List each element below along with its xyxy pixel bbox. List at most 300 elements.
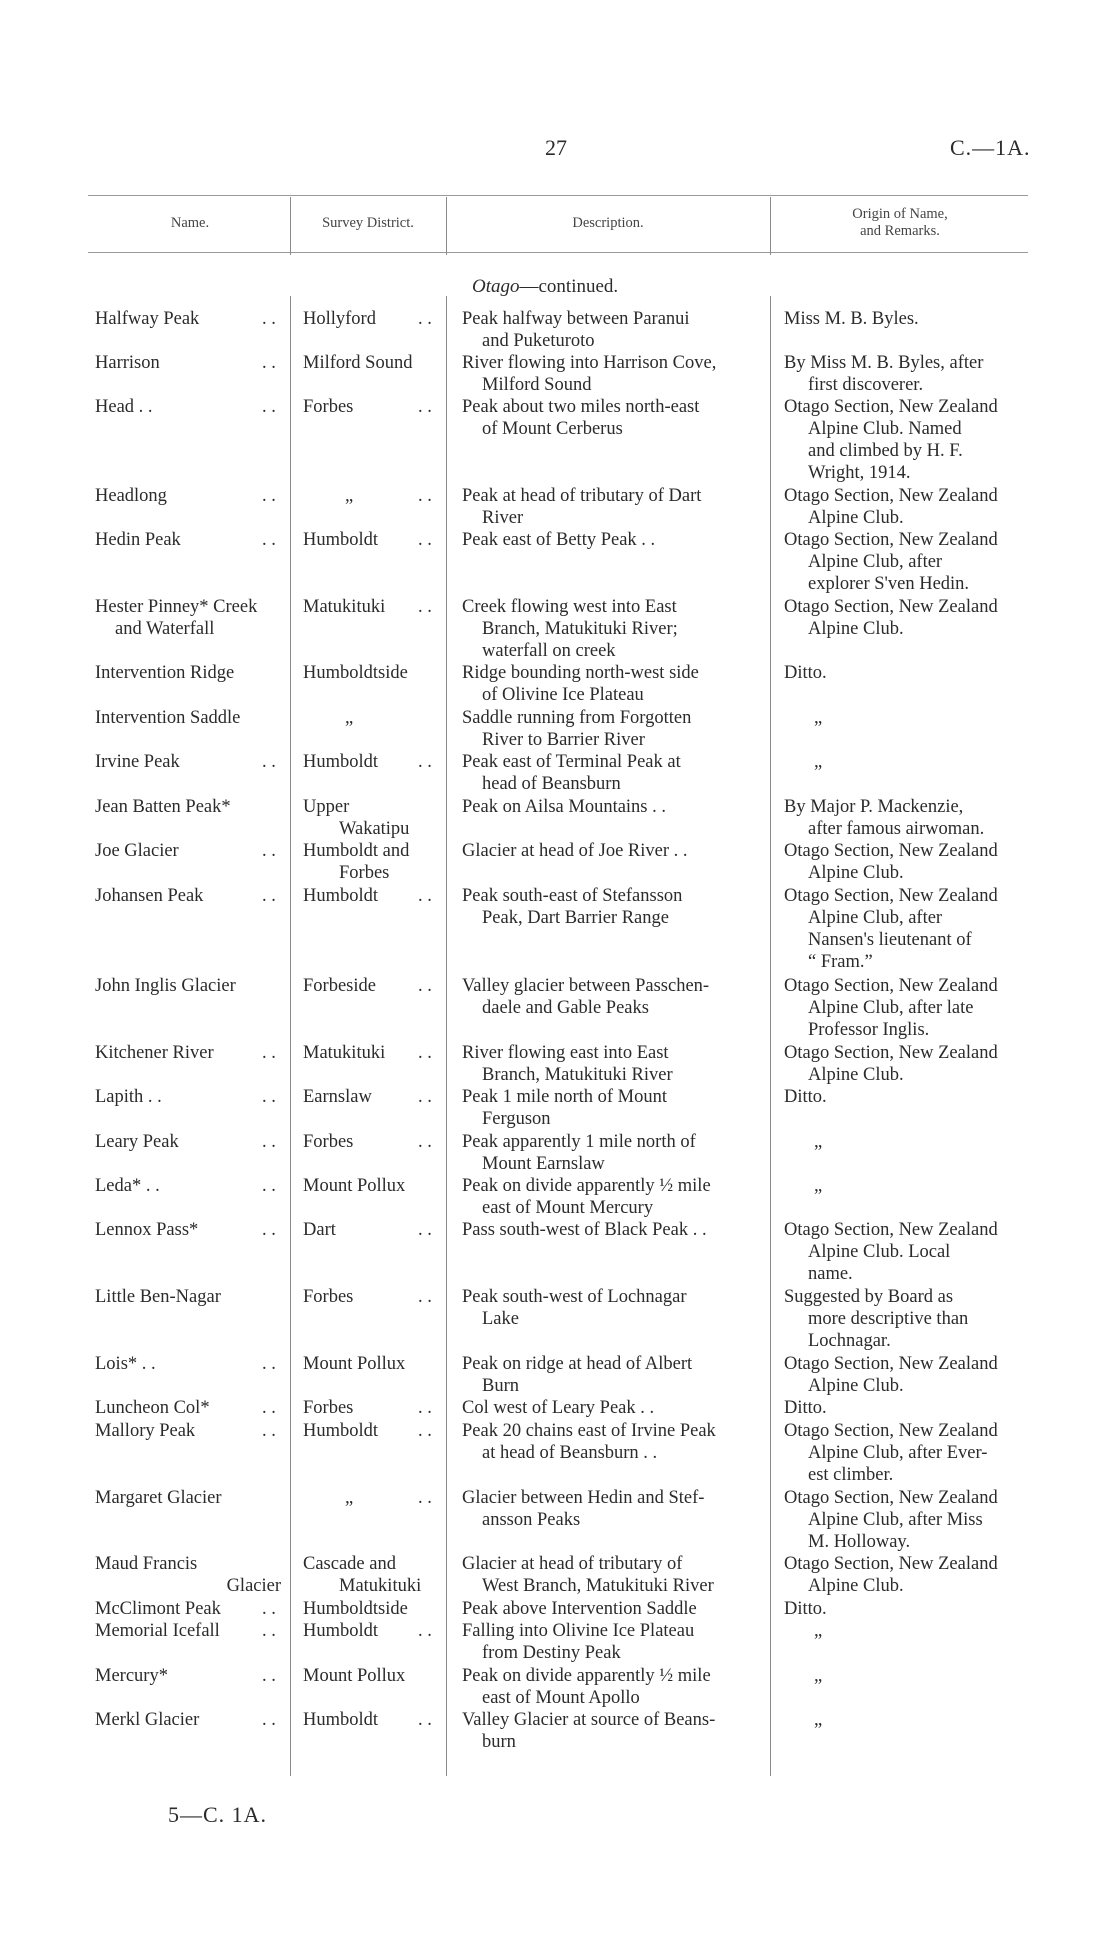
entry-district <box>303 352 439 374</box>
entry-remarks <box>784 396 1034 484</box>
name-leader-dots: . . <box>262 886 276 906</box>
entry-name-line: Joe Glacier <box>95 841 179 861</box>
entry-description-line: River <box>482 508 524 528</box>
entry-remarks-line: Alpine Club, after Miss <box>808 1510 983 1530</box>
entry-description-line: Peak on Ailsa Mountains . . <box>462 797 667 817</box>
entry-description-line: Glacier at head of tributary of <box>462 1554 683 1574</box>
district-leader-dots: . . <box>418 1710 432 1730</box>
table-header-rule <box>88 252 1028 253</box>
district-leader-dots: . . <box>418 397 432 417</box>
entry-name-line: Lois* . . <box>95 1354 156 1374</box>
entry-description-line: Peak apparently 1 mile north of <box>462 1132 696 1152</box>
entry-description-line: Ferguson <box>482 1109 551 1129</box>
entry-name <box>95 1620 287 1642</box>
entry-name <box>95 1086 287 1108</box>
entry-district-line: Forbeside <box>303 976 376 996</box>
entry-remarks-line: Otago Section, New Zealand <box>784 1421 998 1441</box>
entry-name <box>95 1042 287 1064</box>
district-leader-dots: . . <box>418 1132 432 1152</box>
entry-name <box>95 1487 287 1509</box>
name-leader-dots: . . <box>262 1132 276 1152</box>
entry-remarks-line: Nansen's lieutenant of <box>808 930 972 950</box>
entry-remarks <box>784 1598 1034 1620</box>
entry-remarks-line: Otago Section, New Zealand <box>784 486 998 506</box>
entry-description <box>462 1397 762 1419</box>
entry-description-line: Col west of Leary Peak . . <box>462 1398 655 1418</box>
entry-name-line: Jean Batten Peak* <box>95 797 231 817</box>
entry-remarks <box>784 751 1034 773</box>
district-leader-dots: . . <box>418 309 432 329</box>
entry-description <box>462 1175 762 1219</box>
entry-name-line: John Inglis Glacier <box>95 976 236 996</box>
entry-remarks-line: Otago Section, New Zealand <box>784 397 998 417</box>
entry-description-line: waterfall on creek <box>482 641 616 661</box>
entry-description-line: Glacier at head of Joe River . . <box>462 841 688 861</box>
entry-name <box>95 1397 287 1419</box>
entry-description-line: Creek flowing west into East <box>462 597 677 617</box>
entry-description <box>462 1131 762 1175</box>
entry-district-line: Mount Pollux <box>303 1176 406 1196</box>
entry-remarks <box>784 485 1034 529</box>
entry-remarks-line: Ditto. <box>784 1599 827 1619</box>
entry-description <box>462 840 762 862</box>
entry-description-line: daele and Gable Peaks <box>482 998 649 1018</box>
entry-remarks-line: Lochnagar. <box>808 1331 891 1351</box>
entry-district-line: Humboldt <box>303 530 379 550</box>
entry-description <box>462 485 762 529</box>
entry-district <box>303 1175 439 1197</box>
entry-remarks-line: Otago Section, New Zealand <box>784 886 998 906</box>
entry-name-line: Lennox Pass* <box>95 1220 199 1240</box>
entry-remarks-line: Ditto. <box>784 1398 827 1418</box>
entry-description <box>462 1086 762 1130</box>
entry-description <box>462 1487 762 1531</box>
entry-remarks <box>784 1620 1034 1642</box>
entry-name-line: Margaret Glacier <box>95 1488 222 1508</box>
entry-description <box>462 1598 762 1620</box>
entry-description-line: Peak on ridge at head of Albert <box>462 1354 693 1374</box>
entry-remarks-line: „ <box>814 1621 823 1641</box>
name-leader-dots: . . <box>262 752 276 772</box>
entry-district-line: Mount Pollux <box>303 1354 406 1374</box>
entry-description-line: of Mount Cerberus <box>482 419 623 439</box>
district-leader-dots: . . <box>418 1398 432 1418</box>
entry-description-line: Peak south-west of Lochnagar <box>462 1287 687 1307</box>
entry-name <box>95 796 287 818</box>
entry-remarks <box>784 1420 1034 1486</box>
entry-district-line: Forbes <box>303 1398 354 1418</box>
entry-district <box>303 1598 439 1620</box>
entry-remarks-line: Otago Section, New Zealand <box>784 530 998 550</box>
column-header-description: Description. <box>572 215 644 231</box>
header-divider-2 <box>446 197 447 255</box>
section-suffix: —continued. <box>519 276 619 297</box>
entry-name <box>95 707 287 729</box>
entry-name-line: Intervention Ridge <box>95 663 235 683</box>
entry-description <box>462 1219 762 1241</box>
name-leader-dots: . . <box>262 1621 276 1641</box>
district-leader-dots: . . <box>418 486 432 506</box>
entry-name-line: Headlong <box>95 486 167 506</box>
entry-district-line: Forbes <box>303 1287 354 1307</box>
entry-district-line: Humboldtside <box>303 1599 408 1619</box>
entry-name-line: Johansen Peak <box>95 886 204 906</box>
entry-description <box>462 975 762 1019</box>
entry-name <box>95 485 287 507</box>
entry-description-line: Peak on divide apparently ½ mile <box>462 1176 711 1196</box>
entry-district-line: Matukituki <box>339 1576 422 1596</box>
entry-remarks-line: Otago Section, New Zealand <box>784 841 998 861</box>
entry-remarks <box>784 1286 1034 1352</box>
entry-remarks-line: Alpine Club, after Ever- <box>808 1443 988 1463</box>
entry-description-line: Glacier between Hedin and Stef- <box>462 1488 705 1508</box>
name-leader-dots: . . <box>262 1043 276 1063</box>
entry-remarks <box>784 1353 1034 1397</box>
entry-description-line: Peak 20 chains east of Irvine Peak <box>462 1421 716 1441</box>
entry-remarks-line: and climbed by H. F. <box>808 441 963 461</box>
entry-remarks-line: Otago Section, New Zealand <box>784 1488 998 1508</box>
district-leader-dots: . . <box>418 1488 432 1508</box>
entry-description-line: Peak east of Betty Peak . . <box>462 530 656 550</box>
entry-remarks-line: Alpine Club, after <box>808 908 943 928</box>
entry-district <box>303 840 439 884</box>
page-number: 27 <box>545 135 567 160</box>
entry-remarks-line: By Major P. Mackenzie, <box>784 797 964 817</box>
entry-remarks-line: Ditto. <box>784 663 827 683</box>
entry-district-line: „ <box>345 1488 354 1508</box>
entry-remarks-line: Professor Inglis. <box>808 1020 930 1040</box>
entry-name <box>95 975 287 997</box>
entry-name <box>95 1219 287 1241</box>
entry-remarks-line: Alpine Club, after late <box>808 998 974 1018</box>
entry-district-line: Humboldt <box>303 752 379 772</box>
entry-description-line: River to Barrier River <box>482 730 645 750</box>
entry-name <box>95 1286 287 1308</box>
entry-description-line: east of Mount Mercury <box>482 1198 654 1218</box>
entry-remarks-line: name. <box>808 1264 853 1284</box>
entry-remarks-line: „ <box>814 1132 823 1152</box>
entry-description <box>462 885 762 929</box>
entry-district <box>303 796 439 840</box>
entry-remarks <box>784 662 1034 684</box>
entry-description-line: head of Beansburn <box>482 774 621 794</box>
entry-name <box>95 352 287 374</box>
entry-description <box>462 1353 762 1397</box>
name-leader-dots: . . <box>262 841 276 861</box>
entry-district-line: Humboldt <box>303 1421 379 1441</box>
entry-description-line: at head of Beansburn . . <box>482 1443 658 1463</box>
entry-name-line: Glacier <box>226 1576 281 1596</box>
entry-name-line: Hester Pinney* Creek <box>95 597 258 617</box>
entry-remarks <box>784 1219 1034 1285</box>
name-leader-dots: . . <box>262 1087 276 1107</box>
entry-name <box>95 751 287 773</box>
entry-remarks <box>784 1131 1034 1153</box>
entry-description <box>462 1042 762 1086</box>
entry-remarks-line: Ditto. <box>784 1087 827 1107</box>
entry-name <box>95 1553 287 1597</box>
entry-description-line: east of Mount Apollo <box>482 1688 640 1708</box>
entry-description-line: burn <box>482 1732 516 1752</box>
entry-remarks <box>784 529 1034 595</box>
entry-name-line: Mallory Peak <box>95 1421 196 1441</box>
entry-district-line: Matukituki <box>303 1043 386 1063</box>
column-header-remarks-line2: and Remarks. <box>860 223 940 239</box>
entry-description <box>462 352 762 396</box>
entry-name <box>95 1175 287 1197</box>
entry-district-line: „ <box>345 708 354 728</box>
entry-name-line: Harrison <box>95 353 160 373</box>
entry-name-line: and Waterfall <box>115 619 215 639</box>
entry-district-line: Humboldt and <box>303 841 410 861</box>
entry-description <box>462 1420 762 1464</box>
entry-remarks-line: By Miss M. B. Byles, after <box>784 353 984 373</box>
entry-description <box>462 1665 762 1709</box>
entry-remarks-line: Wright, 1914. <box>808 463 911 483</box>
entry-name-line: McClimont Peak <box>95 1599 221 1619</box>
entry-description <box>462 1709 762 1753</box>
entry-description <box>462 662 762 706</box>
entry-description-line: and Puketuroto <box>482 331 595 351</box>
entry-remarks-line: „ <box>814 752 823 772</box>
entry-remarks-line: Alpine Club, after <box>808 552 943 572</box>
district-leader-dots: . . <box>418 1421 432 1441</box>
entry-remarks-line: Alpine Club. <box>808 1576 904 1596</box>
entry-remarks-line: “ Fram.” <box>808 952 873 972</box>
entry-district-line: Matukituki <box>303 597 386 617</box>
entry-description-line: Falling into Olivine Ice Plateau <box>462 1621 695 1641</box>
name-leader-dots: . . <box>262 1599 276 1619</box>
name-leader-dots: . . <box>262 1710 276 1730</box>
header-divider-1 <box>290 197 291 255</box>
entry-district-line: „ <box>345 486 354 506</box>
entry-remarks <box>784 1553 1034 1597</box>
entry-name <box>95 1709 287 1731</box>
entry-remarks-line: M. Holloway. <box>808 1532 911 1552</box>
entry-description <box>462 751 762 795</box>
entry-description <box>462 396 762 440</box>
entry-remarks <box>784 308 1034 330</box>
column-header-remarks-line1: Origin of Name, <box>852 206 948 222</box>
entry-remarks-line: „ <box>814 1176 823 1196</box>
entry-district <box>303 1353 439 1375</box>
entry-remarks-line: Alpine Club. <box>808 863 904 883</box>
entry-remarks <box>784 1487 1034 1553</box>
entry-district-line: Cascade and <box>303 1554 396 1574</box>
entry-description-line: Mount Earnslaw <box>482 1154 605 1174</box>
entry-name-line: Merkl Glacier <box>95 1710 200 1730</box>
entry-district-line: Dart <box>303 1220 336 1240</box>
entry-remarks-line: Otago Section, New Zealand <box>784 1354 998 1374</box>
entry-name-line: Kitchener River <box>95 1043 214 1063</box>
entry-name-line: Leda* . . <box>95 1176 160 1196</box>
entry-remarks-line: est climber. <box>808 1465 894 1485</box>
name-leader-dots: . . <box>262 309 276 329</box>
entry-remarks-line: Alpine Club. <box>808 619 904 639</box>
name-leader-dots: . . <box>262 1666 276 1686</box>
entry-description-line: Pass south-west of Black Peak . . <box>462 1220 707 1240</box>
entry-description-line: River flowing east into East <box>462 1043 669 1063</box>
page-signature: 5—C. 1A. <box>168 1802 268 1827</box>
entry-remarks-line: „ <box>814 708 823 728</box>
entry-remarks <box>784 707 1034 729</box>
entry-description-line: Ridge bounding north-west side <box>462 663 699 683</box>
entry-remarks-line: Miss M. B. Byles. <box>784 309 919 329</box>
entry-remarks <box>784 1175 1034 1197</box>
entry-remarks-line: after famous airwoman. <box>808 819 985 839</box>
entry-name <box>95 1420 287 1442</box>
district-leader-dots: . . <box>418 752 432 772</box>
entry-remarks <box>784 1042 1034 1086</box>
entry-name <box>95 596 287 640</box>
name-leader-dots: . . <box>262 1398 276 1418</box>
entry-district <box>303 707 439 729</box>
entry-name-line: Intervention Saddle <box>95 708 241 728</box>
entry-remarks-line: Alpine Club. <box>808 1376 904 1396</box>
district-leader-dots: . . <box>418 1220 432 1240</box>
entry-district-line: Forbes <box>303 397 354 417</box>
table-top-rule <box>88 195 1028 196</box>
entry-district-line: Milford Sound <box>303 353 413 373</box>
entry-description-line: Peak south-east of Stefansson <box>462 886 683 906</box>
entry-remarks <box>784 796 1034 840</box>
entry-description <box>462 1286 762 1330</box>
entry-name-line: Leary Peak <box>95 1132 179 1152</box>
entry-remarks-line: first discoverer. <box>808 375 924 395</box>
entry-district-line: Humboldt <box>303 886 379 906</box>
entry-name <box>95 662 287 684</box>
entry-remarks-line: Alpine Club. Named <box>808 419 962 439</box>
entry-description-line: Peak at head of tributary of Dart <box>462 486 702 506</box>
entry-description-line: Branch, Matukituki River <box>482 1065 673 1085</box>
entry-description-line: of Olivine Ice Plateau <box>482 685 644 705</box>
district-leader-dots: . . <box>418 1621 432 1641</box>
entry-description-line: Peak above Intervention Saddle <box>462 1599 697 1619</box>
entry-remarks-line: Alpine Club. <box>808 508 904 528</box>
entry-district-line: Humboldt <box>303 1621 379 1641</box>
name-leader-dots: . . <box>262 486 276 506</box>
district-leader-dots: . . <box>418 886 432 906</box>
entry-remarks <box>784 885 1034 973</box>
district-leader-dots: . . <box>418 597 432 617</box>
entry-description <box>462 796 762 818</box>
header-divider-3 <box>770 197 771 255</box>
entry-district <box>303 1553 439 1597</box>
entry-name <box>95 1598 287 1620</box>
entry-description-line: Branch, Matukituki River; <box>482 619 678 639</box>
column-divider-1 <box>290 296 291 1776</box>
name-leader-dots: . . <box>262 1176 276 1196</box>
district-leader-dots: . . <box>418 1043 432 1063</box>
entry-remarks <box>784 1086 1034 1108</box>
entry-description-line: Peak, Dart Barrier Range <box>482 908 669 928</box>
entry-remarks-line: „ <box>814 1666 823 1686</box>
entry-district-line: Humboldtside <box>303 663 408 683</box>
entry-description-line: ansson Peaks <box>482 1510 581 1530</box>
entry-district-line: Wakatipu <box>339 819 410 839</box>
entry-remarks-line: Alpine Club. <box>808 1065 904 1085</box>
entry-description <box>462 529 762 551</box>
entry-remarks <box>784 1665 1034 1687</box>
entry-remarks-line: Otago Section, New Zealand <box>784 1554 998 1574</box>
entry-name <box>95 1353 287 1375</box>
entry-description <box>462 596 762 662</box>
district-leader-dots: . . <box>418 976 432 996</box>
entry-description-line: Peak halfway between Paranui <box>462 309 690 329</box>
column-divider-2 <box>446 296 447 1776</box>
section-region: Otago <box>472 276 520 297</box>
column-divider-3 <box>770 296 771 1776</box>
entry-remarks <box>784 840 1034 884</box>
entry-name-line: Hedin Peak <box>95 530 181 550</box>
entry-remarks-line: „ <box>814 1710 823 1730</box>
entry-name-line: Little Ben-Nagar <box>95 1287 221 1307</box>
entry-district-line: Forbes <box>339 863 390 883</box>
entry-name <box>95 1131 287 1153</box>
entry-district-line: Humboldt <box>303 1710 379 1730</box>
entry-remarks-line: more descriptive than <box>808 1309 969 1329</box>
entry-remarks-line: Otago Section, New Zealand <box>784 1043 998 1063</box>
entry-description-line: Burn <box>482 1376 519 1396</box>
document-reference: C.—1A. <box>950 135 1031 160</box>
district-leader-dots: . . <box>418 1287 432 1307</box>
name-leader-dots: . . <box>262 1220 276 1240</box>
entry-description-line: Lake <box>482 1309 519 1329</box>
entry-name <box>95 885 287 907</box>
entry-description-line: Peak on divide apparently ½ mile <box>462 1666 711 1686</box>
district-leader-dots: . . <box>418 530 432 550</box>
entry-remarks <box>784 1709 1034 1731</box>
entry-district-line: Earnslaw <box>303 1087 372 1107</box>
entry-remarks <box>784 596 1034 640</box>
entry-description-line: from Destiny Peak <box>482 1643 621 1663</box>
entry-remarks-line: Otago Section, New Zealand <box>784 1220 998 1240</box>
entry-name <box>95 1665 287 1687</box>
entry-description-line: Peak east of Terminal Peak at <box>462 752 681 772</box>
entry-district <box>303 1665 439 1687</box>
entry-name <box>95 840 287 862</box>
entry-description <box>462 1620 762 1664</box>
name-leader-dots: . . <box>262 353 276 373</box>
entry-description <box>462 707 762 751</box>
entry-name <box>95 529 287 551</box>
district-leader-dots: . . <box>418 1087 432 1107</box>
name-leader-dots: . . <box>262 397 276 417</box>
entry-remarks <box>784 1397 1034 1419</box>
entry-name-line: Irvine Peak <box>95 752 180 772</box>
entry-name <box>95 396 287 418</box>
section-heading <box>472 276 618 298</box>
entry-description <box>462 308 762 352</box>
entry-district <box>303 662 439 684</box>
entry-description <box>462 1553 762 1597</box>
entry-name-line: Mercury* <box>95 1666 168 1686</box>
entry-description-line: River flowing into Harrison Cove, <box>462 353 717 373</box>
column-header-remarks <box>772 206 1028 240</box>
column-header-name: Name. <box>170 215 210 231</box>
entry-remarks-line: Alpine Club. Local <box>808 1242 951 1262</box>
entry-name-line: Head . . <box>95 397 153 417</box>
entry-description-line: Peak 1 mile north of Mount <box>462 1087 668 1107</box>
entry-name-line: Maud Francis <box>95 1554 198 1574</box>
entry-remarks-line: explorer S'ven Hedin. <box>808 574 970 594</box>
entry-name-line: Halfway Peak <box>95 309 200 329</box>
name-leader-dots: . . <box>262 530 276 550</box>
column-header-district: Survey District. <box>322 215 414 231</box>
entry-remarks-line: Otago Section, New Zealand <box>784 976 998 996</box>
entry-district-line: Upper <box>303 797 350 817</box>
entry-district-line: Hollyford <box>303 309 376 329</box>
